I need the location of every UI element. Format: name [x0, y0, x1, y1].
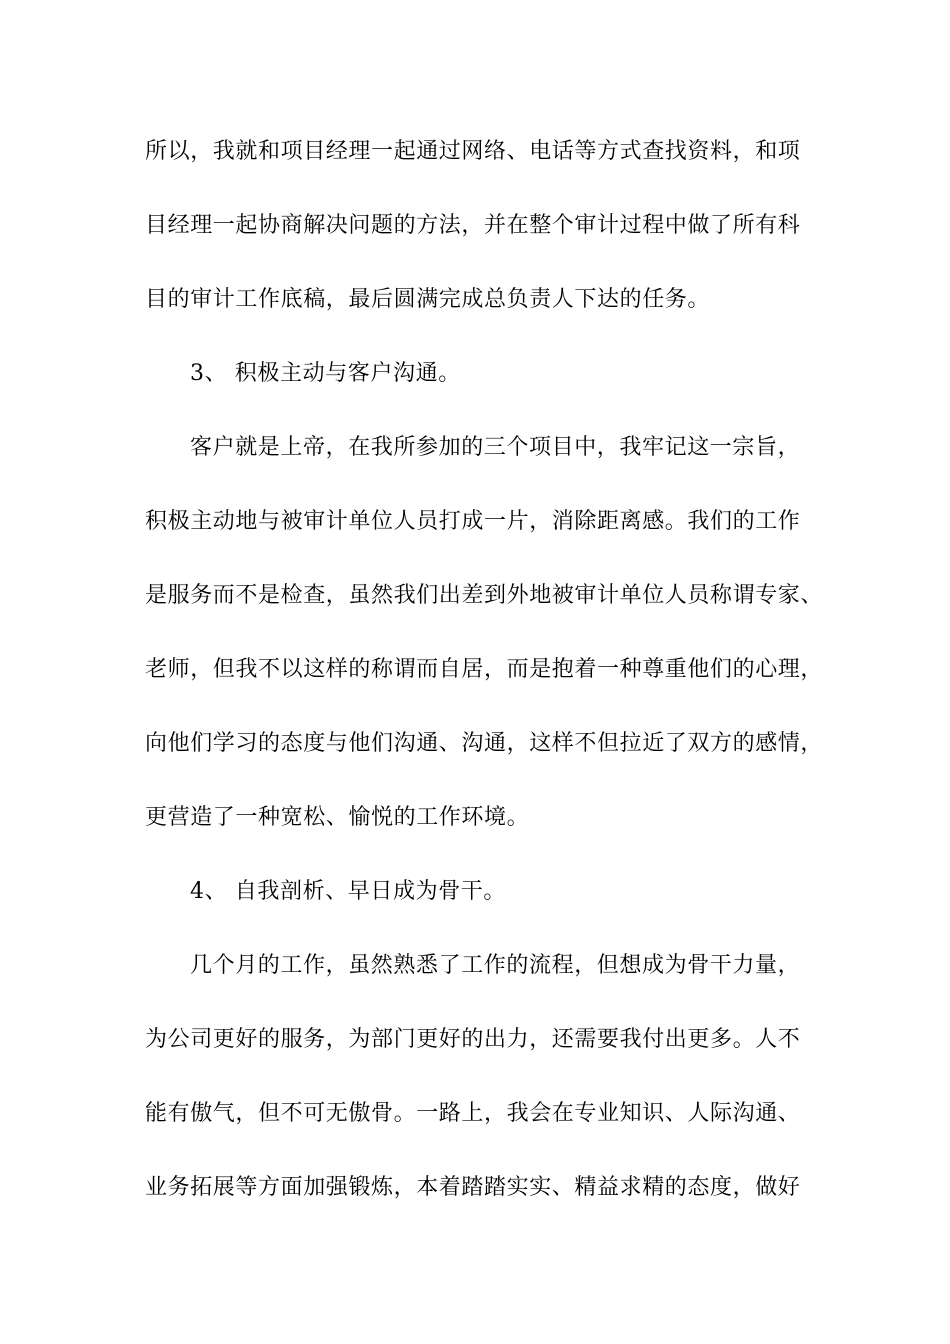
section-heading: 3、 积极主动与客户沟通。	[190, 361, 461, 386]
paragraph-line: 所以，我就和项目经理一起通过网络、电话等方式查找资料，和项	[145, 139, 801, 164]
paragraph-line: 是服务而不是检查，虽然我们出差到外地被审计单位人员称谓专家、	[145, 583, 824, 608]
paragraph-line: 向他们学习的态度与他们沟通、沟通，这样不但拉近了双方的感情，	[145, 731, 824, 756]
paragraph-line: 目的审计工作底稿，最后圆满完成总负责人下达的任务。	[145, 287, 711, 312]
paragraph-line: 目经理一起协商解决问题的方法，并在整个审计过程中做了所有科	[145, 213, 801, 238]
paragraph-line: 更营造了一种宽松、愉悦的工作环境。	[145, 805, 530, 830]
paragraph-line: 为公司更好的服务，为部门更好的出力，还需要我付出更多。人不	[145, 1027, 801, 1052]
paragraph-line: 老师，但我不以这样的称谓而自居，而是抱着一种尊重他们的心理，	[145, 657, 824, 682]
paragraph-line: 业务拓展等方面加强锻炼，本着踏踏实实、精益求精的态度，做好	[145, 1175, 801, 1200]
paragraph-line: 几个月的工作，虽然熟悉了工作的流程，但想成为骨干力量，	[190, 953, 801, 978]
paragraph-line: 客户就是上帝，在我所参加的三个项目中，我牢记这一宗旨，	[190, 435, 801, 460]
section-heading: 4、 自我剖析、早日成为骨干。	[190, 879, 506, 904]
paragraph-line: 积极主动地与被审计单位人员打成一片，消除距离感。我们的工作	[145, 509, 801, 534]
paragraph-line: 能有傲气，但不可无傲骨。一路上，我会在专业知识、人际沟通、	[145, 1101, 801, 1126]
